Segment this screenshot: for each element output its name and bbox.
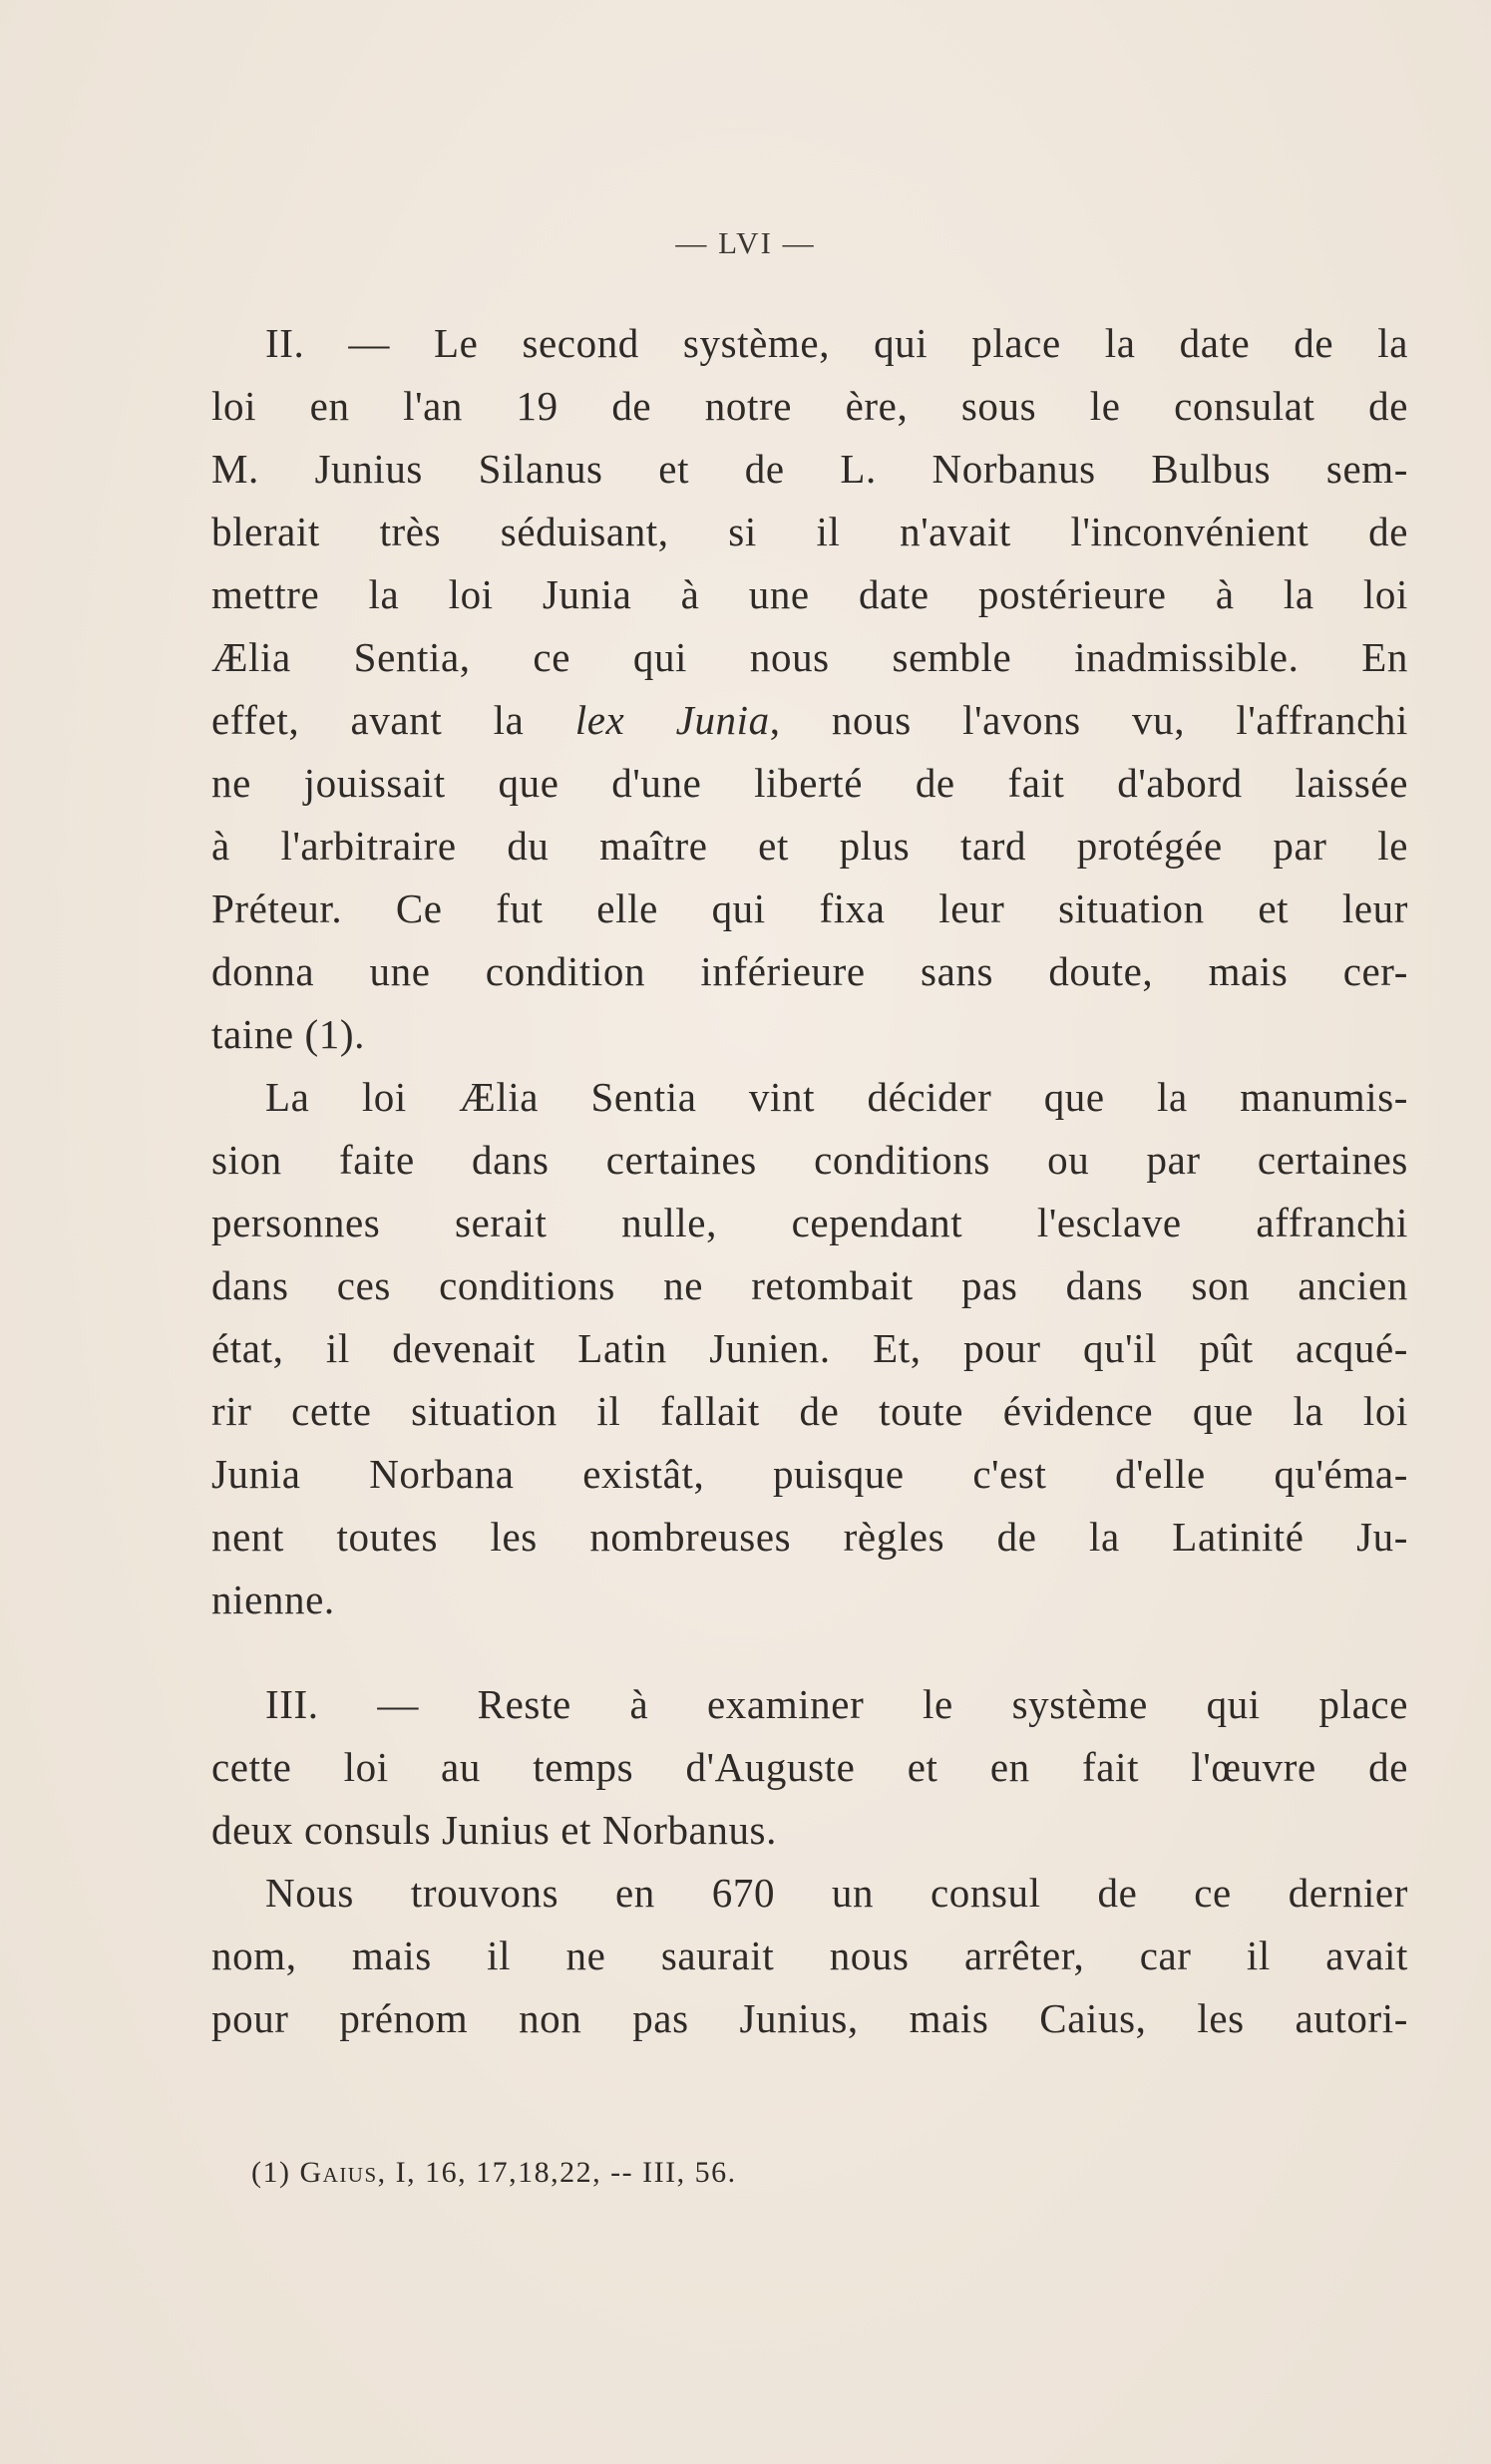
text-line: cette loi au temps d'Auguste et en fait l'œuvre de <box>211 1744 1408 1790</box>
text-line: M. Junius Silanus et de L. Norbanus Bulbus sem- <box>211 446 1408 492</box>
footnote-reference: , I, 16, 17,18,22, -- III, 56. <box>377 2156 737 2189</box>
paragraph-4 <box>211 1862 1408 2050</box>
text-line: blerait très séduisant, si il n'avait l'inconvénient de <box>211 509 1408 554</box>
text-line: loi en l'an 19 de notre ère, sous le consulat de <box>211 383 1408 429</box>
text-line: III. — Reste à examiner le système qui place <box>265 1681 1408 1727</box>
text-line: pour prénom non pas Junius, mais Caius, les autori- <box>211 1995 1408 2041</box>
text-line: Préteur. Ce fut elle qui fixa leur situation et leur <box>211 885 1408 931</box>
page-number-header: — LVI — <box>675 225 816 260</box>
text-line-with-italic <box>211 689 1408 752</box>
text-line: rir cette situation il fallait de toute évidence que la loi <box>211 1388 1408 1434</box>
paragraph-2 <box>211 1066 1408 1631</box>
text-line: sion faite dans certaines conditions ou par certaines <box>211 1137 1408 1183</box>
text-line: La loi Ælia Sentia vint décider que la manumis- <box>265 1074 1408 1120</box>
text-segment: , nous l'avons vu, l'affranchi <box>769 697 1408 743</box>
text-line: personnes serait nulle, cependant l'esclave affranchi <box>211 1200 1408 1245</box>
text-line: dans ces conditions ne retombait pas dans son ancien <box>211 1262 1408 1308</box>
text-segment: effet, avant la <box>211 697 575 743</box>
text-line: ne jouissait que d'une liberté de fait d'abord laissée <box>211 760 1408 806</box>
text-line: Ælia Sentia, ce qui nous semble inadmissible. En <box>211 634 1408 680</box>
text-line: nienne. <box>211 1577 335 1622</box>
text-line: Junia Norbana existât, puisque c'est d'elle qu'éma- <box>211 1451 1408 1497</box>
text-line: à l'arbitraire du maître et plus tard protégée par le <box>211 823 1408 869</box>
paragraph-3 <box>211 1673 1408 1862</box>
text-line: donna une condition inférieure sans doute, mais cer- <box>211 948 1408 994</box>
footnote-marker: (1) <box>251 2156 291 2189</box>
text-line: II. — Le second système, qui place la date de la <box>265 320 1408 366</box>
text-line: nent toutes les nombreuses règles de la Latinité Ju- <box>211 1514 1408 1560</box>
footnote-author: Gaius <box>299 2156 378 2189</box>
text-line: état, il devenait Latin Junien. Et, pour qu'il pût acqué- <box>211 1325 1408 1371</box>
text-line: Nous trouvons en 670 un consul de ce dernier <box>265 1870 1408 1916</box>
paragraph-1 <box>211 312 1408 1066</box>
italic-term: lex Junia <box>574 697 770 743</box>
footnote <box>251 2156 737 2190</box>
text-line: mettre la loi Junia à une date postérieure à la loi <box>211 571 1408 617</box>
text-line: nom, mais il ne saurait nous arrêter, car il avait <box>211 1933 1408 1978</box>
text-line: deux consuls Junius et Norbanus. <box>211 1807 777 1853</box>
text-line: taine (1). <box>211 1011 365 1057</box>
